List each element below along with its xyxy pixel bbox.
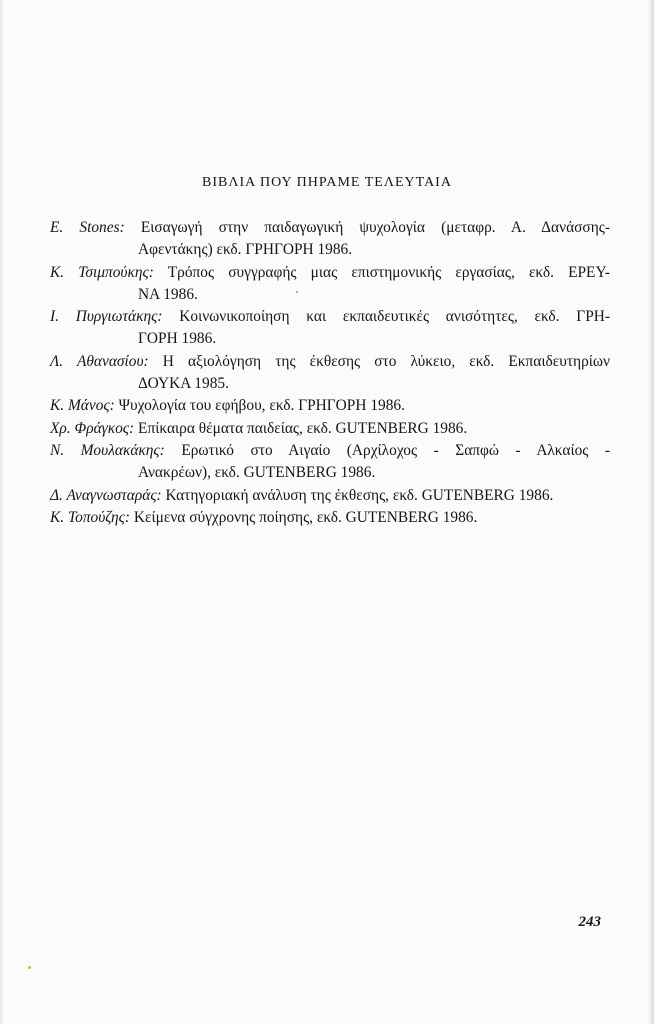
entry-continuation: Ανακρέων), εκδ. GUTENBERG 1986. [138, 464, 376, 482]
entry-first-line [50, 418, 610, 440]
entry-text: Κείμενα σύγχρονης ποίησης, εκδ. GUTENBERG 1986. [133, 508, 478, 526]
entry-first-line [50, 485, 610, 507]
page-edge-left [0, 0, 4, 1024]
entry-text: Εισαγωγή στην παιδαγωγική ψυχολογία (μεταφρ. Α. Δανάσσης- [140, 219, 611, 236]
entry-author: Χρ. Φράγκος: [50, 419, 135, 437]
scan-speck [28, 966, 31, 969]
bibliography-entry [50, 440, 610, 485]
entry-author: Ι. Πυργιωτάκης: [50, 308, 163, 326]
bibliography-entry [50, 507, 610, 529]
entry-first-line [50, 440, 610, 462]
entry-author: Κ. Μάνος: [50, 397, 115, 415]
entry-text: Ερωτικό στο Αιγαίο (Αρχίλοχος - Σαπφώ - Αλκαίος - [181, 441, 610, 459]
bibliography-entry [50, 306, 610, 351]
bibliography-entry [50, 351, 610, 396]
entry-first-line [50, 262, 610, 284]
bibliography-entry [50, 485, 610, 507]
entry-first-line [50, 217, 610, 239]
entry-author: Ε. Stones: [50, 219, 125, 236]
entry-text: Ψυχολογία του εφήβου, εκδ. ΓΡΗΓΟΡΗ 1986. [118, 397, 405, 415]
entry-continuation: ΔΟΥΚΑ 1985. [138, 375, 229, 393]
entry-text: Κατηγοριακή ανάλυση της έκθεσης, εκδ. GUTENBERG 1986. [165, 486, 554, 504]
entry-text: Η αξιολόγηση της έκθεσης στο λύκειο, εκδ. Εκπαιδευτηρίων [162, 352, 610, 370]
entry-first-line [50, 395, 610, 417]
entry-continuation: Αφεντάκης) εκδ. ΓΡΗΓΟΡΗ 1986. [138, 241, 353, 259]
entry-author: Ν. Μουλακάκης: [50, 441, 165, 459]
entry-author: Λ. Αθανασίου: [50, 352, 149, 370]
bibliography-entry [50, 395, 610, 417]
scan-speck [296, 291, 298, 293]
bibliography-entry [50, 217, 610, 262]
entry-first-line [50, 351, 610, 373]
entry-text: Επίκαιρα θέματα παιδείας, εκδ. GUTENBERG 1986. [138, 419, 468, 437]
bibliography-entry [50, 418, 610, 440]
bibliography-list [50, 217, 610, 529]
entry-first-line [50, 507, 610, 529]
page-title: ΒΙΒΛΙΑ ΠΟΥ ΠΗΡΑΜΕ ΤΕΛΕΥΤΑΙΑ [202, 175, 452, 190]
entry-continuation: ΓΟΡΗ 1986. [138, 330, 217, 348]
entry-author: Δ. Αναγνωσταράς: [50, 486, 162, 504]
entry-text: Τρόπος συγγραφής μιας επιστημονικής εργασίας, εκδ. ΕΡΕΥ- [167, 263, 610, 281]
entry-first-line [50, 306, 610, 328]
entry-author: Κ. Τσιμπούκης: [50, 263, 154, 281]
page-edge-right [648, 0, 654, 1024]
bibliography-entry [50, 262, 610, 307]
entry-continuation: ΝΑ 1986. [138, 285, 198, 303]
entry-text: Κοινωνικοποίηση και εκπαιδευτικές ανισότητες, εκδ. ΓΡΗ- [179, 308, 610, 326]
page-number: 243 [578, 914, 601, 930]
entry-author: Κ. Τοπούζης: [50, 508, 131, 526]
